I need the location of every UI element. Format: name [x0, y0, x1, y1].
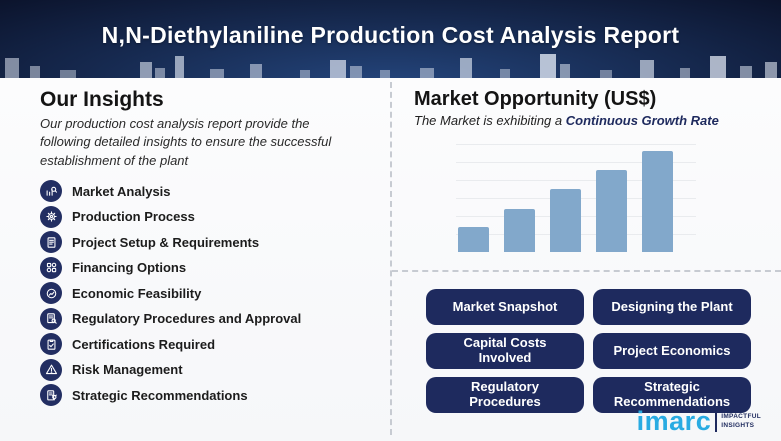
market-heading: Market Opportunity (US$) [414, 88, 657, 110]
insight-label: Project Setup & Requirements [72, 234, 260, 250]
insights-panel [0, 78, 390, 441]
chart-bar [550, 189, 581, 252]
market-subtitle [414, 113, 761, 128]
risk-management-icon [40, 359, 62, 381]
report-section-buttons [426, 289, 761, 413]
insights-list [40, 180, 382, 406]
list-item [40, 257, 382, 279]
city-skyline-graphic [0, 52, 781, 78]
capital-costs-button[interactable]: Capital Costs Involved [426, 333, 584, 369]
growth-bar-chart [456, 132, 696, 252]
list-item [40, 282, 382, 304]
project-setup-icon [40, 231, 62, 253]
insights-heading: Our Insights [40, 88, 164, 111]
insight-label: Certifications Required [72, 336, 216, 352]
strategic-recommendations-button[interactable]: Strategic Recommendations [593, 377, 751, 413]
regulatory-procedures-button[interactable]: Regulatory Procedures [426, 377, 584, 413]
insight-label: Production Process [72, 209, 195, 225]
header-banner [0, 0, 781, 78]
strategic-recommendations-icon [40, 384, 62, 406]
certifications-icon [40, 333, 62, 355]
insight-label: Financing Options [72, 260, 187, 276]
list-item [40, 231, 382, 253]
imarc-logo [637, 408, 761, 435]
production-process-icon [40, 206, 62, 228]
bar-group [458, 151, 673, 252]
logo-tagline [721, 413, 761, 431]
market-panel [392, 78, 781, 441]
market-snapshot-button[interactable]: Market Snapshot [426, 289, 584, 325]
chart-bar [458, 227, 489, 252]
financing-options-icon [40, 257, 62, 279]
market-analysis-icon [40, 180, 62, 202]
project-economics-button[interactable]: Project Economics [593, 333, 751, 369]
content-area [0, 78, 781, 441]
insight-label: Economic Feasibility [72, 285, 202, 301]
chart-bar [642, 151, 673, 252]
list-item [40, 333, 382, 355]
insight-label: Regulatory Procedures and Approval [72, 311, 302, 327]
chart-bar [596, 170, 627, 252]
list-item [40, 359, 382, 381]
designing-the-plant-button[interactable]: Designing the Plant [593, 289, 751, 325]
subtitle-highlight: Continuous Growth Rate [565, 113, 719, 128]
insight-label: Strategic Recommendations [72, 387, 248, 403]
insight-label: Market Analysis [72, 183, 171, 199]
insights-subtitle: Our production cost analysis report provide the following detailed insights to ensure the successful establishment of the plant [40, 116, 332, 168]
horizontal-dashed-divider [392, 270, 781, 272]
logo-separator [715, 412, 717, 432]
subtitle-prefix: The Market is exhibiting a [414, 113, 566, 128]
list-item [40, 308, 382, 330]
imarc-wordmark: imarc [636, 406, 712, 436]
list-item [40, 206, 382, 228]
chart-bar [504, 209, 535, 252]
list-item [40, 180, 382, 202]
insight-label: Risk Management [72, 362, 183, 378]
page-title: N,N-Diethylaniline Production Cost Analysis Report [101, 21, 680, 48]
regulatory-procedures-icon [40, 308, 62, 330]
tagline-line: IMPACTFUL [721, 412, 761, 420]
tagline-line: INSIGHTS [721, 421, 755, 429]
list-item [40, 384, 382, 406]
economic-feasibility-icon [40, 282, 62, 304]
